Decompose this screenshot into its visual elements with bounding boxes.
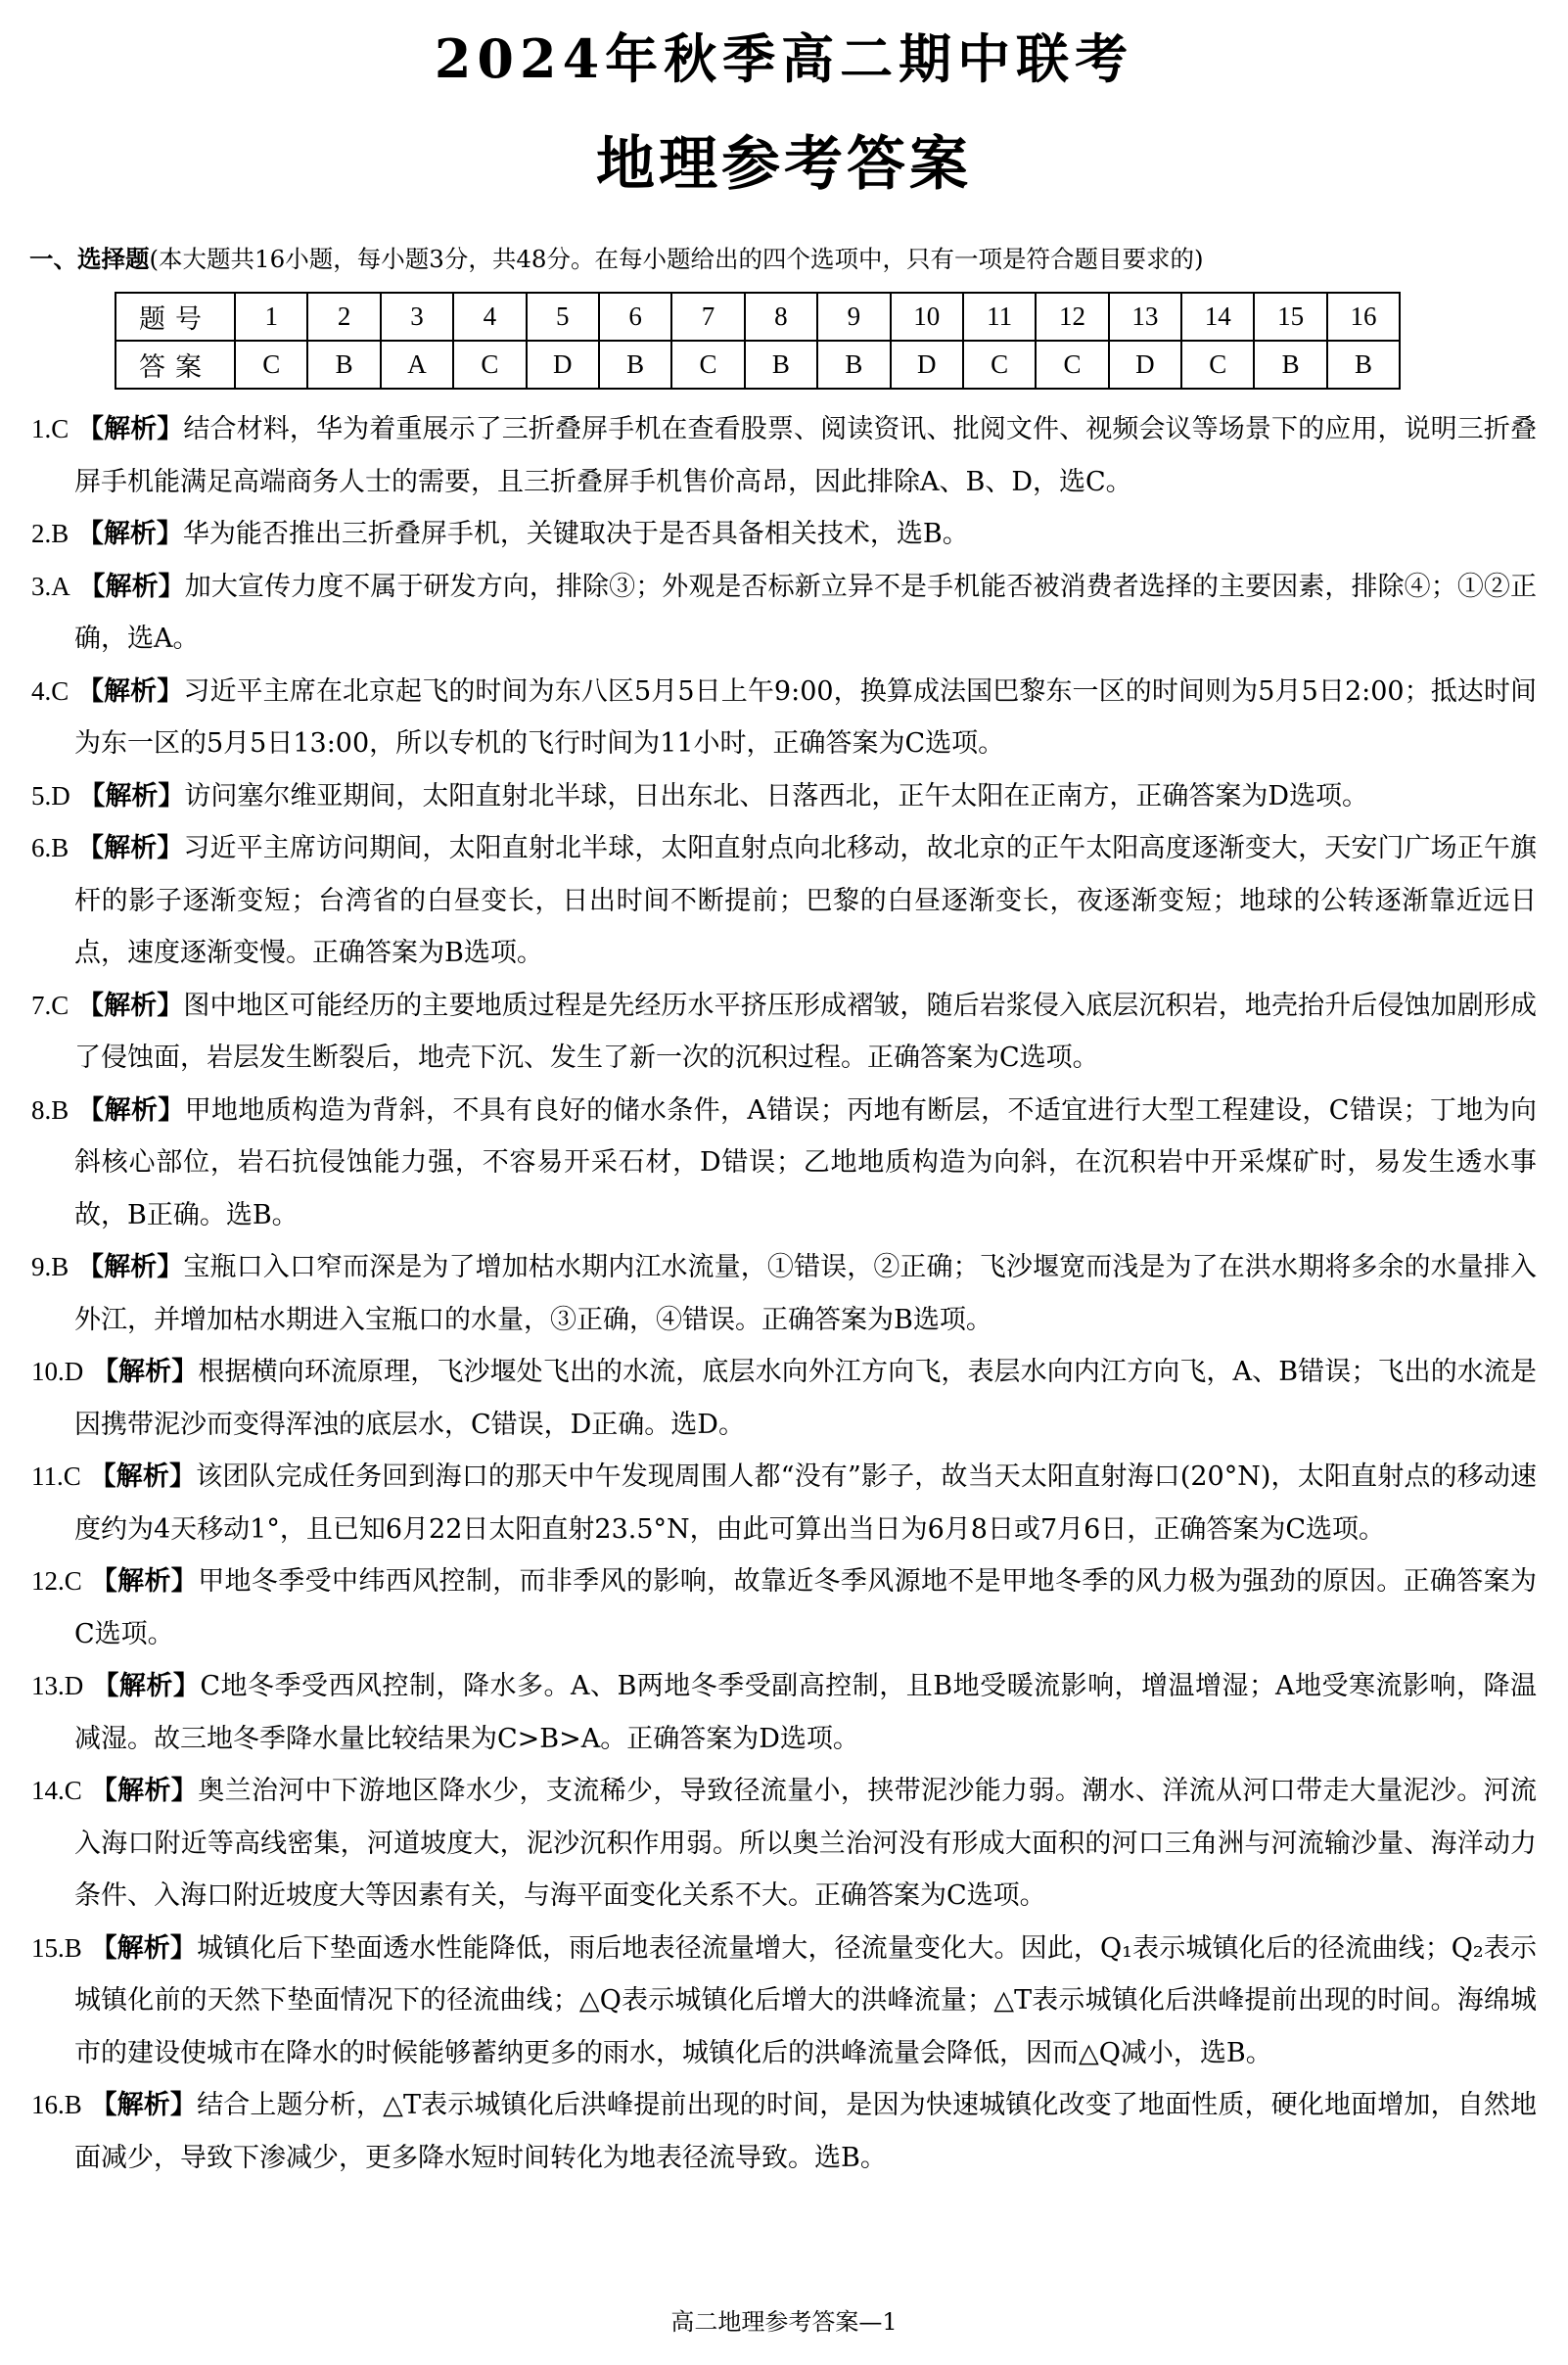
item-answer-number: 5.D [31, 780, 70, 811]
explanation-text: 根据横向环流原理，飞沙堰处飞出的水流，底层水向外江方向飞，表层水向内江方向飞，A、B错误；飞出的水流是因携带泥沙而变得浑浊的底层水，C错误，D正确。选D。 [74, 1357, 1538, 1440]
explanation-text: 城镇化后下垫面透水性能降低，雨后地表径流量增大，径流量变化大。因此，Q₁表示城镇化后的径流曲线；Q₂表示城镇化前的天然下垫面情况下的径流曲线；△Q表示城镇化后增大的洪峰流量；△T表示城镇化后洪峰提前出现的时间。海绵城市的建设使城市在降水的时候能够蓄纳更多的雨水，城镇化后的洪峰流量会降低，因而△Q减小，选B。 [74, 1932, 1537, 2068]
question-number-cell: 7 [671, 293, 744, 341]
answer-cell: B [817, 341, 890, 389]
question-number-cell: 15 [1254, 293, 1326, 341]
explanation-item [31, 1085, 1537, 1242]
item-answer-number: 4.C [31, 675, 69, 706]
explanation-item [31, 1555, 1537, 1660]
analysis-tag: 【解析】 [76, 1252, 184, 1282]
answer-cell: B [745, 341, 817, 389]
question-number-cell: 1 [235, 293, 307, 341]
analysis-tag: 【解析】 [76, 990, 184, 1021]
question-number-row [115, 293, 1400, 341]
explanation-text: 结合材料，华为着重展示了三折叠屏手机在查看股票、阅读资讯、批阅文件、视频会议等场景下的应用，说明三折叠屏手机能满足高端商务人士的需要，且三折叠屏手机售价高昂，因此排除A、B、D，选C。 [74, 414, 1538, 497]
explanation-list [31, 403, 1537, 2184]
item-answer-number: 12.C [31, 1566, 82, 1596]
answer-table [115, 292, 1401, 390]
answer-cell: C [1036, 341, 1108, 389]
answer-cell: B [307, 341, 380, 389]
analysis-tag: 【解析】 [78, 571, 185, 602]
analysis-tag: 【解析】 [90, 2090, 198, 2120]
explanation-item [31, 1241, 1537, 1346]
answer-cell: D [527, 341, 599, 389]
analysis-tag: 【解析】 [76, 675, 184, 707]
answer-cell: C [235, 341, 307, 389]
explanation-text: 结合上题分析，△T表示城镇化后洪峰提前出现的时间，是因为快速城镇化改变了地面性质，硬化地面增加，自然地面减少，导致下渗减少，更多降水短时间转化为地表径流导致。选B。 [74, 2090, 1537, 2173]
analysis-tag: 【解析】 [90, 1932, 198, 1964]
explanation-item [31, 980, 1537, 1085]
explanation-text: 该团队完成任务回到海口的那天中午发现周围人都“没有”影子，故当天太阳直射海口(20°N)，太阳直射点的移动速度约为4天移动1°，且已知6月22日太阳直射23.5°N，由此可算出当日为6月8日或7月6日，正确答案为C选项。 [74, 1461, 1537, 1545]
question-number-cell: 10 [891, 293, 963, 341]
analysis-tag: 【解析】 [92, 1671, 201, 1701]
analysis-tag: 【解析】 [90, 1776, 199, 1806]
item-answer-number: 6.B [31, 833, 69, 862]
question-number-cell: 4 [453, 293, 526, 341]
analysis-tag: 【解析】 [76, 414, 184, 444]
question-number-cell: 8 [745, 293, 817, 341]
analysis-tag: 【解析】 [91, 1357, 199, 1387]
answer-cell: D [1109, 341, 1181, 389]
answer-cell: A [381, 341, 453, 389]
explanation-item [31, 1765, 1537, 1923]
explanation-text: 华为能否推出三折叠屏手机，关键取决于是否具备相关技术，选B。 [182, 519, 969, 549]
item-answer-number: 9.B [31, 1252, 69, 1281]
question-number-cell: 2 [307, 293, 380, 341]
answer-cell: D [891, 341, 963, 389]
explanation-item [31, 561, 1537, 666]
item-answer-number: 13.D [31, 1671, 84, 1700]
page-footer: 高二地理参考答案—1 [670, 2308, 898, 2336]
explanation-text: 宝瓶口入口窄而深是为了增加枯水期内江水流量，①错误，②正确；飞沙堰宽而浅是为了在洪水期将多余的水量排入外江，并增加枯水期进入宝瓶口的水量，③正确，④错误。正确答案为B选项。 [74, 1252, 1538, 1335]
explanation-item [31, 770, 1537, 823]
item-answer-number: 1.C [31, 414, 69, 443]
answer-cell: B [1254, 341, 1326, 389]
explanation-text: 甲地地质构造为背斜，不具有良好的储水条件，A错误；丙地有断层，不适宜进行大型工程建设，C错误；丁地为向斜核心部位，岩石抗侵蚀能力强，不容易开采石材，D错误；乙地地质构造为向斜，在沉积岩中开采煤矿时，易发生透水事故，B正确。选B。 [74, 1094, 1538, 1230]
answer-cell: C [453, 341, 526, 389]
analysis-tag: 【解析】 [78, 780, 185, 812]
item-answer-number: 16.B [31, 2090, 82, 2119]
question-number-cell: 11 [963, 293, 1036, 341]
item-answer-number: 14.C [31, 1776, 82, 1805]
item-answer-number: 10.D [31, 1357, 84, 1386]
item-answer-number: 7.C [31, 990, 69, 1020]
item-answer-number: 11.C [31, 1461, 81, 1491]
explanation-item [31, 508, 1537, 561]
answer-cell: B [599, 341, 671, 389]
answer-cell: C [1181, 341, 1254, 389]
explanation-item [31, 1451, 1537, 1555]
explanation-text: 甲地冬季受中纬西风控制，而非季风的影响，故靠近冬季风源地不是甲地冬季的风力极为强劲的原因。正确答案为C选项。 [74, 1566, 1538, 1649]
question-number-cell: 14 [1181, 293, 1254, 341]
explanation-item [31, 2079, 1537, 2184]
explanation-text: 习近平主席访问期间，太阳直射北半球，太阳直射点向北移动，故北京的正午太阳高度逐渐变大，天安门广场正午旗杆的影子逐渐变短；台湾省的白昼变长，日出时间不断提前；巴黎的白昼逐渐变长，夜逐渐变短；地球的公转逐渐靠近远日点，速度逐渐变慢。正确答案为B选项。 [74, 833, 1538, 968]
question-number-header: 题号 [115, 293, 235, 341]
analysis-tag: 【解析】 [76, 519, 183, 549]
analysis-tag: 【解析】 [89, 1461, 197, 1492]
section-heading [29, 241, 1556, 275]
explanation-item [31, 1346, 1537, 1451]
answer-header: 答案 [115, 341, 235, 389]
answer-key-title: 地理参考答案 [596, 130, 972, 199]
analysis-tag: 【解析】 [77, 1094, 185, 1126]
analysis-tag: 【解析】 [76, 833, 184, 863]
explanation-item [31, 1660, 1537, 1765]
item-answer-number: 15.B [31, 1932, 82, 1963]
answer-cell: B [1327, 341, 1400, 389]
explanation-item [31, 822, 1537, 980]
question-number-cell: 13 [1109, 293, 1181, 341]
question-number-cell: 16 [1327, 293, 1400, 341]
answer-cell: C [963, 341, 1036, 389]
explanation-text: 习近平主席在北京起飞的时间为东八区5月5日上午9:00，换算成法国巴黎东一区的时间则为5月5日2:00；抵达时间为东一区的5月5日13:00，所以专机的飞行时间为11小时，正确答案为C选项。 [74, 675, 1537, 759]
explanation-item [31, 403, 1537, 508]
question-number-cell: 9 [817, 293, 890, 341]
question-number-cell: 6 [599, 293, 671, 341]
item-answer-number: 3.A [31, 571, 70, 601]
explanation-text: 访问塞尔维亚期间，太阳直射北半球，日出东北、日落西北，正午太阳在正南方，正确答案为D选项。 [184, 780, 1368, 812]
explanation-item [31, 666, 1537, 770]
item-answer-number: 2.B [31, 519, 69, 548]
analysis-tag: 【解析】 [90, 1566, 199, 1597]
explanation-item [31, 1923, 1537, 2080]
question-number-cell: 12 [1036, 293, 1108, 341]
answer-row [115, 341, 1400, 389]
explanation-text: C地冬季受西风控制，降水多。A、B两地冬季受副高控制，且B地受暖流影响，增温增湿；A地受寒流影响，降温减湿。故三地冬季降水量比较结果为C>B>A。正确答案为D选项。 [74, 1671, 1538, 1754]
item-answer-number: 8.B [31, 1094, 69, 1125]
explanation-text: 图中地区可能经历的主要地质过程是先经历水平挤压形成褶皱，随后岩浆侵入底层沉积岩，地壳抬升后侵蚀加剧形成了侵蚀面，岩层发生断裂后，地壳下沉、发生了新一次的沉积过程。正确答案为C选项。 [74, 990, 1538, 1073]
question-number-cell: 5 [527, 293, 599, 341]
explanation-text: 奥兰治河中下游地区降水少，支流稀少，导致径流量小，挟带泥沙能力弱。潮水、洋流从河口带走大量泥沙。河流入海口附近等高线密集，河道坡度大，泥沙沉积作用弱。所以奥兰治河没有形成大面积的河口三角洲与河流输沙量、海洋动力条件、入海口附近坡度大等因素有关，与海平面变化关系不大。正确答案为C选项。 [74, 1776, 1538, 1911]
section-note: (本大题共16小题，每小题3分，共48分。在每小题给出的四个选项中，只有一项是符合题目要求的) [149, 245, 1204, 273]
section-label: 一、选择题 [29, 245, 150, 273]
exam-title: 2024年秋季高二期中联考 [434, 27, 1134, 90]
question-number-cell: 3 [381, 293, 453, 341]
answer-cell: C [671, 341, 744, 389]
explanation-text: 加大宣传力度不属于研发方向，排除③；外观是否标新立异不是手机能否被消费者选择的主要因素，排除④；①②正确，选A。 [74, 571, 1537, 654]
